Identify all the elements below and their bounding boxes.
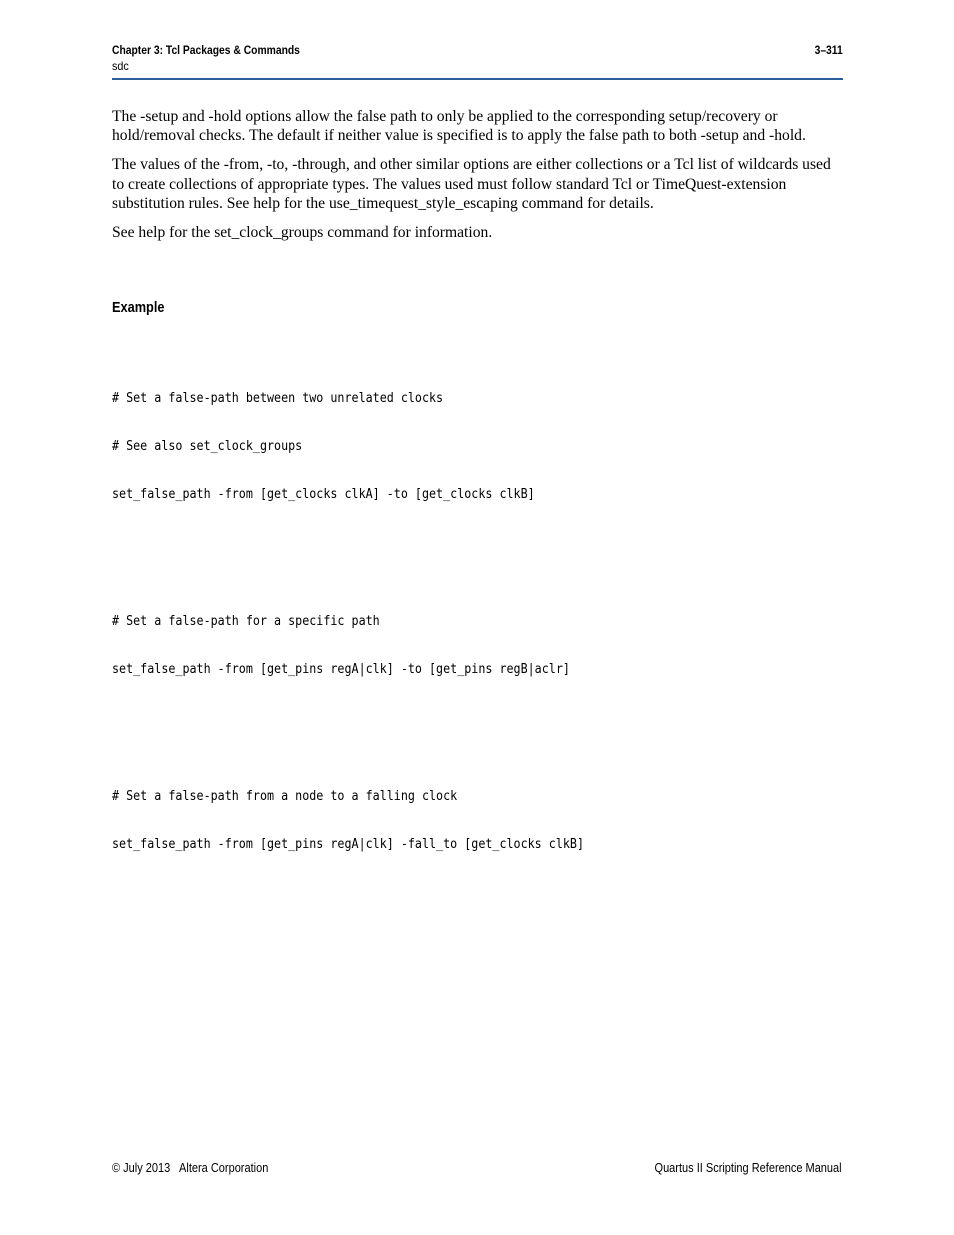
code-block	[112, 359, 584, 535]
code-line: # Set a false-path between two unrelated clocks	[112, 391, 444, 406]
code-line: # See also set_clock_groups	[112, 439, 303, 454]
code-line: set_false_path -from [get_clocks clkA] -to [get_clocks clkB]	[112, 487, 535, 502]
code-line: # Set a false-path from a node to a falling clock	[112, 789, 458, 804]
page-header	[112, 42, 843, 80]
footer-manual-title: Quartus II Scripting Reference Manual	[654, 1161, 842, 1175]
body-text	[112, 107, 844, 252]
paragraph: See help for the set_clock_groups command for information.	[112, 224, 493, 242]
paragraph: The values of the -from, -to, -through, and other similar options are either collections or a Tcl list of wildcards used to create collections of appropriate types. The values used must follow standard Tcl or TimeQuest-extension substitution rules. See help for the use_timequest_style_escaping command for details.	[112, 156, 831, 213]
footer-date: © July 2013	[112, 1161, 171, 1175]
example-heading: Example	[112, 300, 165, 316]
code-block	[112, 757, 584, 885]
code-line: # Set a false-path for a specific path	[112, 614, 380, 629]
section-name: sdc	[112, 59, 129, 73]
code-line: set_false_path -from [get_pins regA|clk] -to [get_pins regB|aclr]	[112, 662, 570, 677]
paragraph: The -setup and -hold options allow the false path to only be applied to the corresponding setup/recovery or hold/removal checks. The default if neither value is specified is to apply the false path to both -setup and -hold.	[112, 108, 806, 145]
code-block	[112, 582, 584, 710]
code-line: set_false_path -from [get_pins regA|clk] -fall_to [get_clocks clkB]	[112, 837, 585, 852]
footer-left	[112, 1161, 268, 1175]
chapter-title: Chapter 3: Tcl Packages & Commands	[112, 43, 300, 57]
page-number: 3–311	[814, 43, 843, 57]
footer-company: Altera Corporation	[179, 1161, 269, 1175]
code-example	[112, 327, 584, 916]
